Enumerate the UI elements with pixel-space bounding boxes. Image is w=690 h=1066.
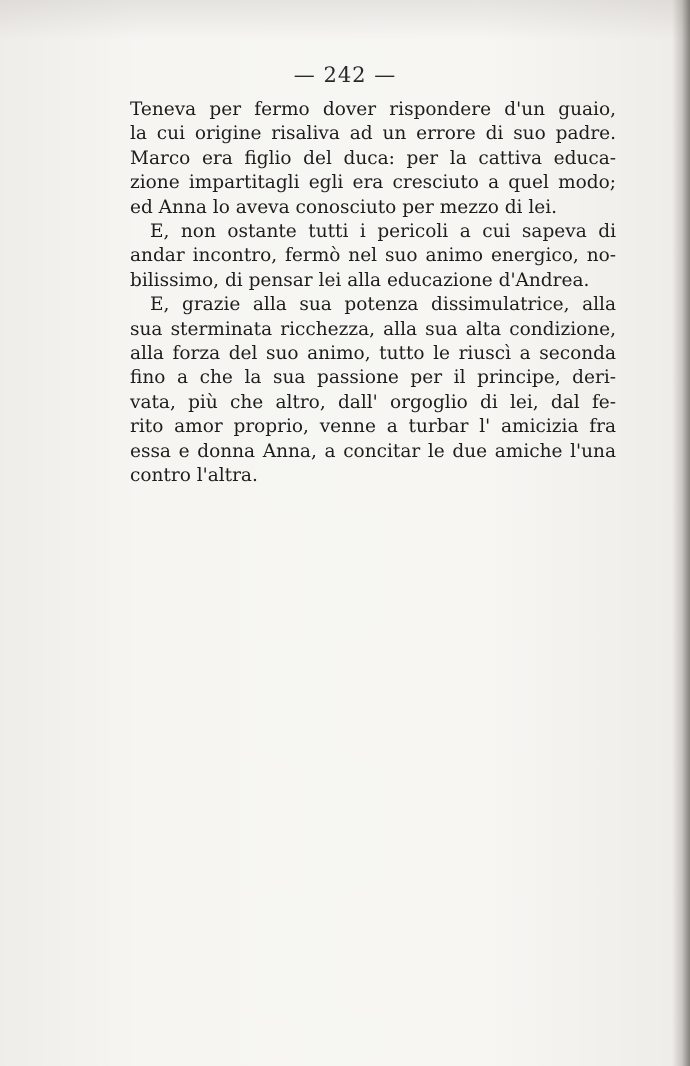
paper-top-shading [0,0,690,40]
text-line: bilissimo, di pensar lei alla educazione d'Andrea. [130,269,590,291]
paragraph-2 [130,220,616,293]
text-line: sua sterminata ricchezza, alla sua alta condizione, [130,318,616,340]
text-line: essa e donna Anna, a concitar le due amiche l'una [130,440,616,462]
text-line: alla forza del suo animo, tutto le riuscì a seconda [130,343,616,365]
text-line: Teneva per fermo dover rispondere d'un guaio, [130,99,616,120]
text-line: E, non ostante tutti i pericoli a cui sapeva di [150,221,616,243]
text-line: ed Anna lo aveva conosciuto per mezzo di lei. [130,196,558,218]
text-line: fino a che la sua passione per il principe, deri- [130,367,616,389]
page-number: — 242 — [293,63,397,87]
paragraph-3 [130,293,616,488]
paragraph-1 [130,98,616,220]
text-line: vata, più che altro, dall' orgoglio di lei, dal fe- [130,391,616,413]
text-line: rito amor proprio, venne a turbar l' amicizia fra [130,416,616,438]
text-line: andar incontro, fermò nel suo animo energico, no- [130,245,616,267]
text-line: E, grazie alla sua potenza dissimulatrice, alla [150,294,616,316]
text-line: Marco era figlio del duca: per la cattiva educa- [130,147,616,169]
text-line: contro l'altra. [130,465,258,487]
text-line: la cui origine risaliva ad un errore di suo padre. [130,123,616,145]
body-text [130,98,616,489]
text-line: zione impartitagli egli era cresciuto a quel modo; [130,172,616,194]
page-edge-shadow [672,0,690,1066]
